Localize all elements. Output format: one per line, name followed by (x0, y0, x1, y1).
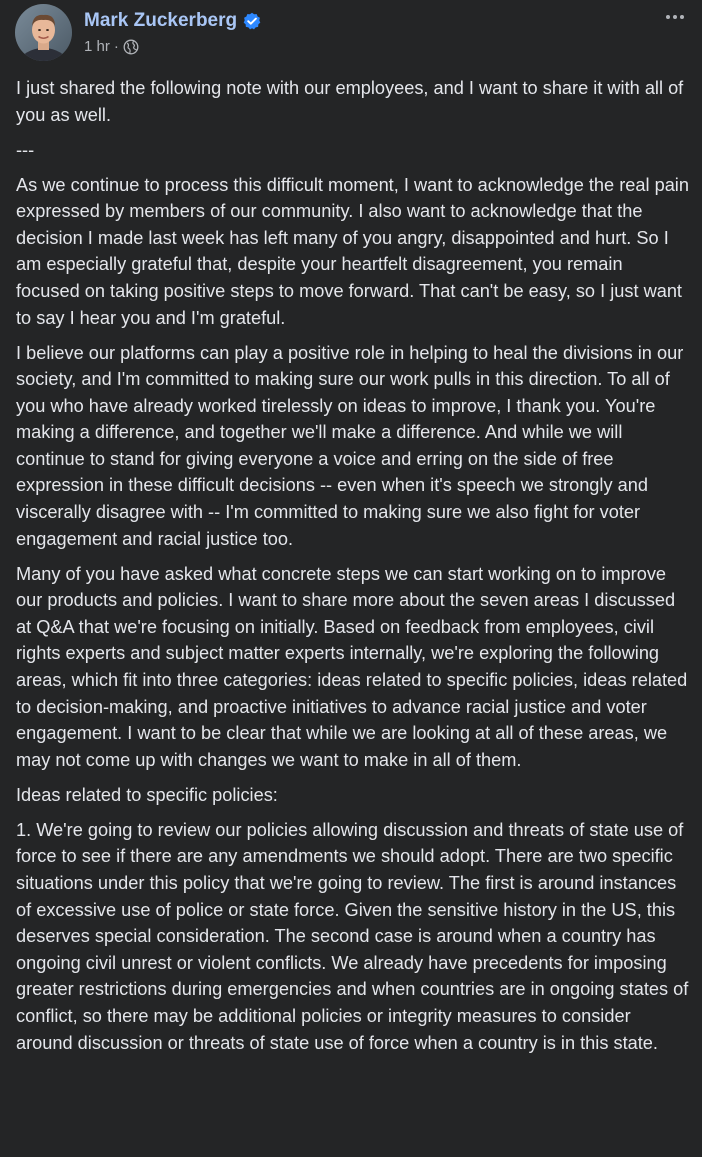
verified-badge-icon (243, 12, 261, 30)
post-paragraph: I believe our platforms can play a positive role in helping to heal the divisions in our society, and I'm committed to making sure our work pulls in this direction. To all of you who have already worked tirelessly on ideas to improve, I thank you. You're making a difference, and together we'll make a difference. And while we will continue to stand for giving everyone a voice and erring on the side of free expression in these difficult decisions -- even when it's speech we strongly and viscerally disagree with -- I'm committed to making sure we also fight for voter engagement and racial justice too. (16, 342, 684, 549)
post-header (0, 0, 702, 64)
post-meta (84, 38, 139, 55)
post-paragraph: Many of you have asked what concrete steps we can start working on to improve our products and policies. I want to share more about the seven areas I discussed at Q&A that we're focusing on initially. Based on feedback from employees, civil rights experts and subject matter experts internally, we're exploring the following areas, which fit into three categories: ideas related to specific policies, ideas related to decision-making, and proactive initiatives to advance racial justice and voter engagement. I want to be clear that while we are looking at all of these areas, we may not come up with changes we want to make in all of them. (16, 563, 688, 770)
author-row (84, 10, 261, 32)
more-options-icon (665, 14, 685, 20)
author-name[interactable]: Mark Zuckerberg (84, 10, 238, 31)
post-paragraph: Ideas related to specific policies: (16, 784, 278, 805)
author-avatar[interactable] (15, 4, 72, 61)
post-body (16, 75, 690, 1065)
profile-photo-icon (15, 4, 72, 61)
post-paragraph: As we continue to process this difficult moment, I want to acknowledge the real pain expressed by members of our community. I also want to acknowledge that the decision I made last week has left many of you angry, disappointed and hurt. So I am especially grateful that, despite your heartfelt disagreement, you remain focused on taking positive steps to move forward. That can't be easy, so I just want to say I hear you and I'm grateful. (16, 174, 689, 328)
post-paragraph: --- (16, 139, 35, 160)
post-paragraph: 1. We're going to review our policies allowing discussion and threats of state use of force to see if there are any amendments we should adopt. There are two specific situations under this policy that we're going to review. The first is around instances of excessive use of police or state force. Given the sensitive history in the US, this deserves special consideration. The second case is around when a country has ongoing civil unrest or violent conflicts. We already have precedents for imposing greater restrictions during emergencies and when countries are in ongoing states of conflict, so there may be additional policies or integrity measures to consider around discussion or threats of state use of force when a country is in this state. (16, 819, 689, 1053)
globe-icon[interactable] (123, 39, 139, 55)
post-timestamp[interactable]: 1 hr (84, 38, 110, 55)
more-options-button[interactable] (662, 6, 688, 28)
post-paragraph: I just shared the following note with our employees, and I want to share it with all of you as well. (16, 78, 684, 125)
meta-separator: · (113, 38, 119, 55)
